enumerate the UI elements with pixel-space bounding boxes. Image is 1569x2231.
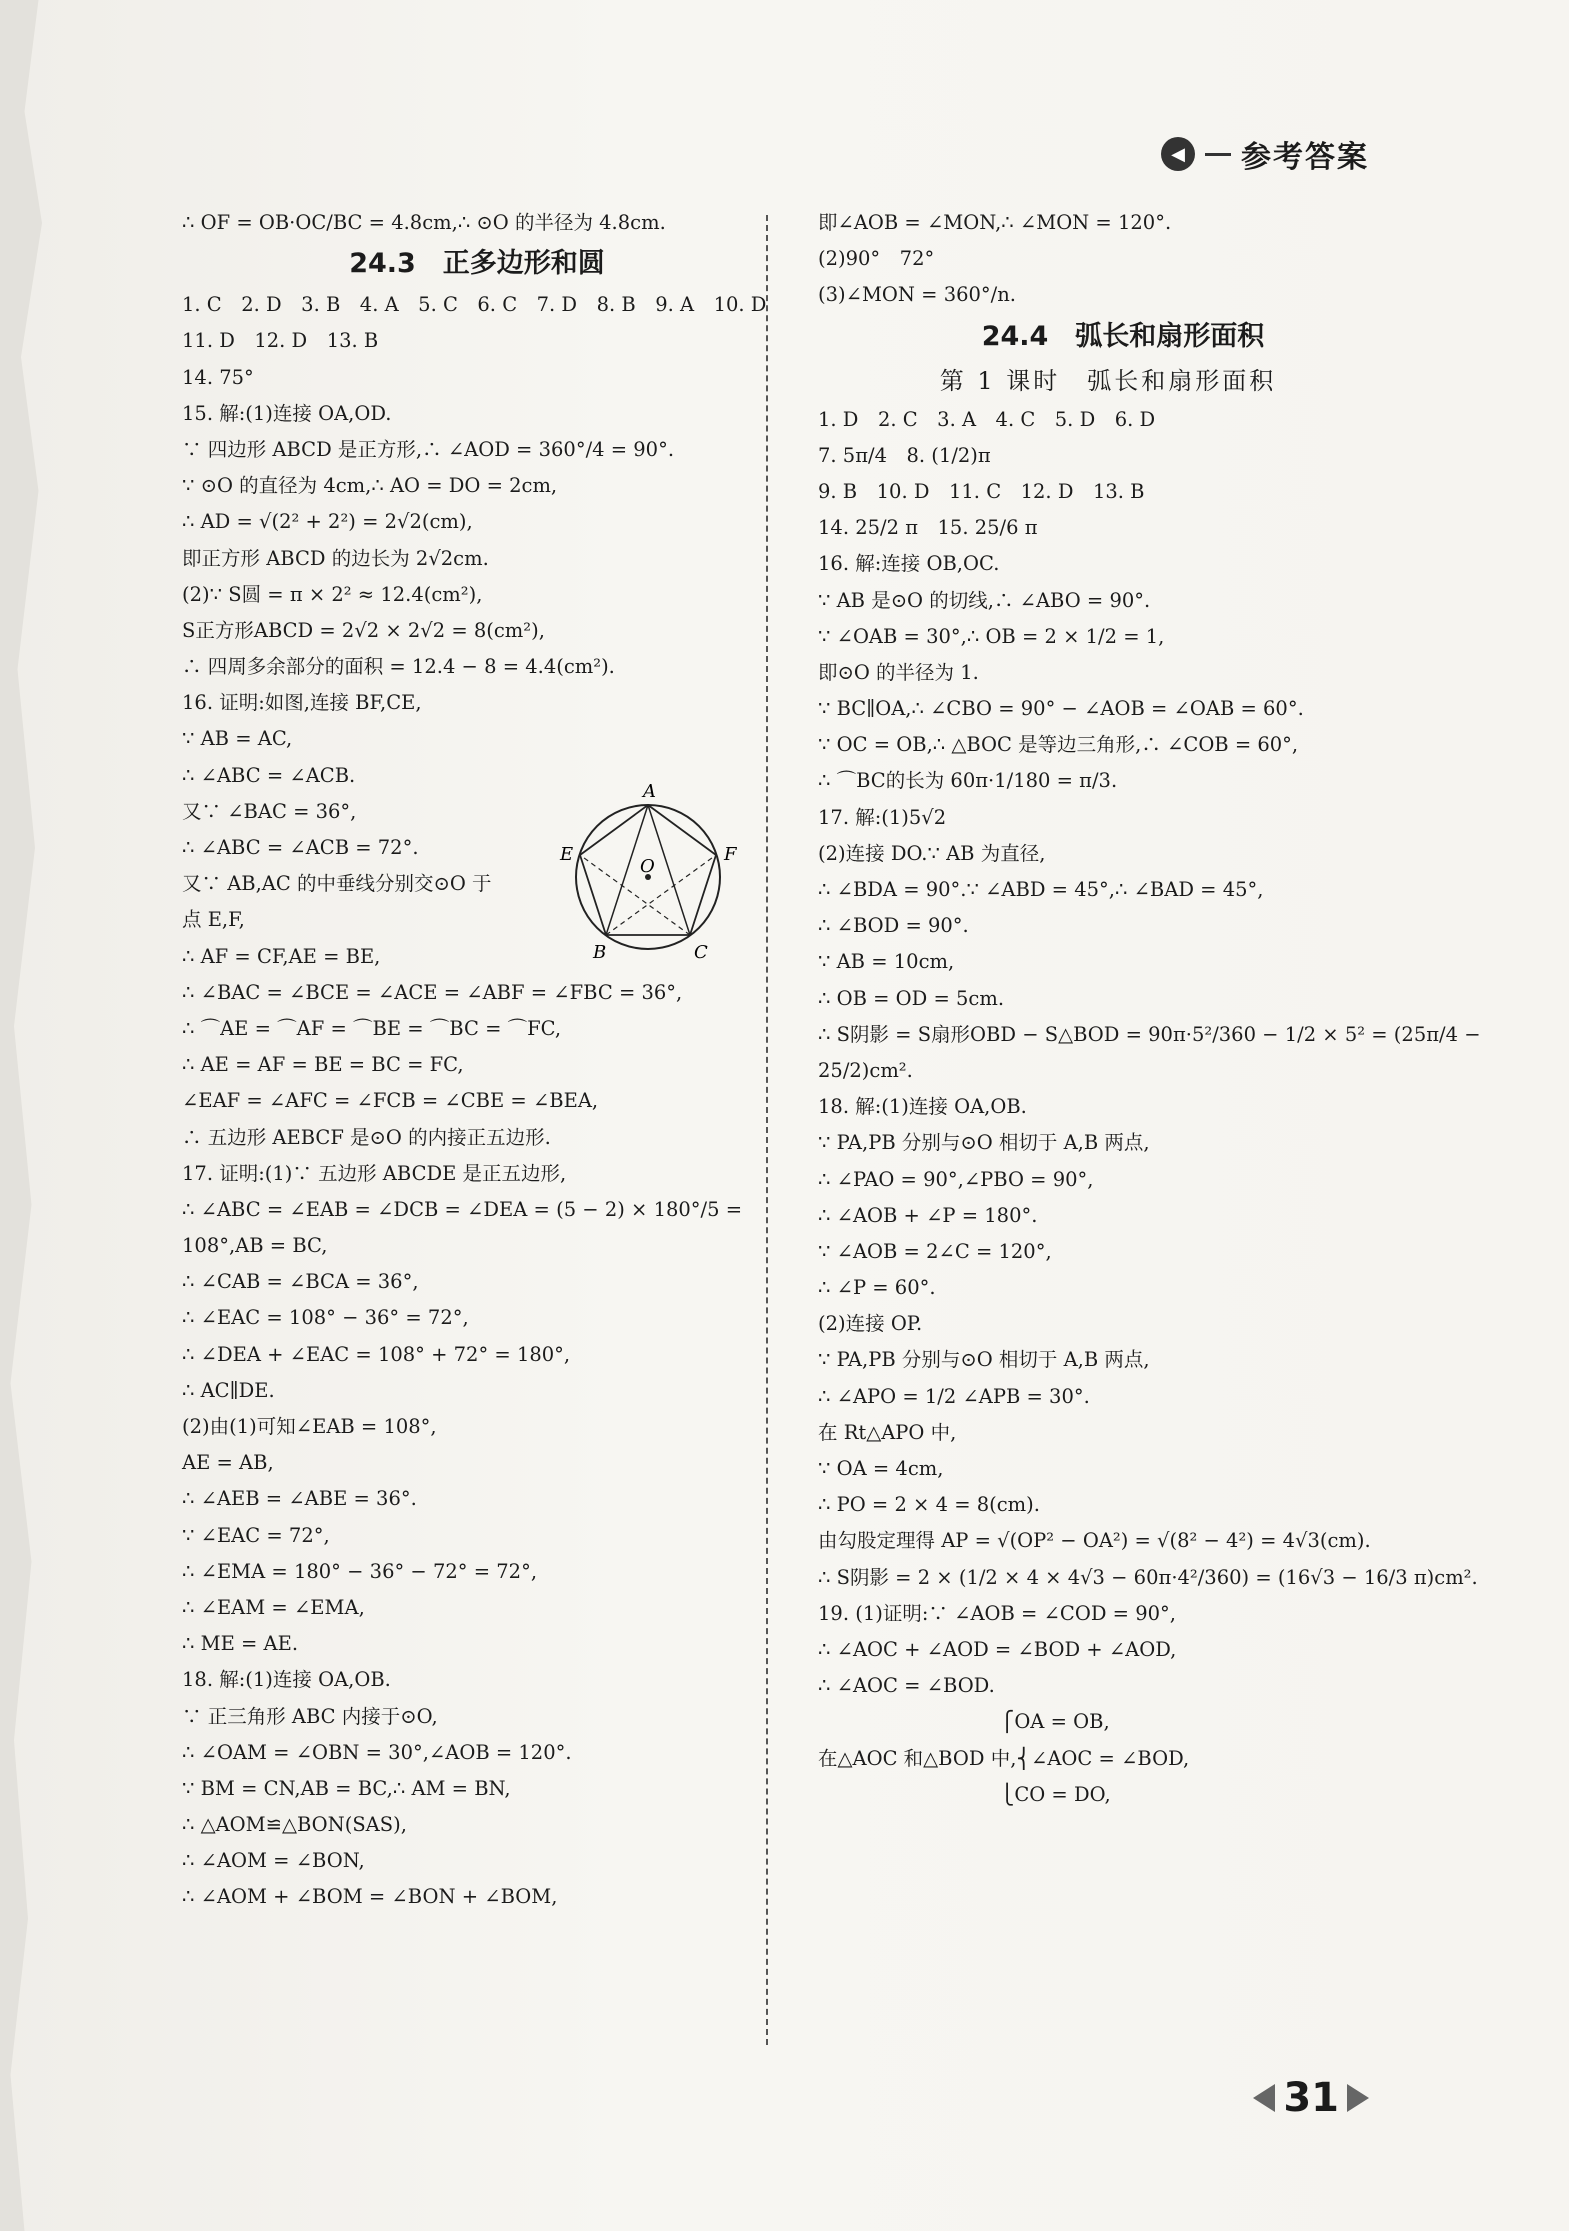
answer-line: ∴ ∠AOB + ∠P = 180°. xyxy=(818,1203,1038,1227)
answer-line: ∵ ∠OAB = 30°,∴ OB = 2 × 1/2 = 1, xyxy=(818,624,1165,648)
answer-line: (3)∠MON = 360°/n. xyxy=(818,283,1017,307)
answer-line: ∴ ∠ABC = ∠EAB = ∠DCB = ∠DEA = (5 − 2) × 180°/5 = xyxy=(182,1197,743,1221)
page-footer xyxy=(1253,2075,1369,2121)
left-column xyxy=(182,205,767,1916)
answer-line: AE = AB, xyxy=(182,1451,274,1475)
answer-line: (2)连接 DO.∵ AB 为直径, xyxy=(818,841,1046,865)
answer-line: ∴ ∠BAC = ∠BCE = ∠ACE = ∠ABF = ∠FBC = 36°, xyxy=(182,980,683,1004)
answer-line: (2)90° 72° xyxy=(818,247,935,271)
subsection-heading: 第 1 课时 弧长和扇形面积 xyxy=(939,366,1277,395)
column-divider xyxy=(766,215,768,2045)
answer-line: ∴ ⌒BC的长为 60π·1/180 = π/3. xyxy=(818,769,1118,793)
answer-line: ∵ 四边形 ABCD 是正方形,∴ ∠AOD = 360°/4 = 90°. xyxy=(182,437,675,461)
answer-line: ∴ ∠EAC = 108° − 36° = 72°, xyxy=(182,1306,469,1330)
answer-line: ∴ ∠APO = 1/2 ∠APB = 30°. xyxy=(818,1384,1090,1408)
answer-line: 1. C 2. D 3. B 4. A 5. C 6. C 7. D 8. B 9. A 10. D xyxy=(182,293,767,317)
answer-line: ∴ ∠AOM + ∠BOM = ∠BON + ∠BOM, xyxy=(182,1885,558,1909)
answer-line: (2)由(1)可知∠EAB = 108°, xyxy=(182,1415,437,1438)
answer-line: ∴ S阴影 = S扇形OBD − S△BOD = 90π·5²/360 − 1/2 × 5² = (25π/4 − xyxy=(818,1022,1481,1046)
answer-line: ∵ BM = CN,AB = BC,∴ AM = BN, xyxy=(182,1776,511,1800)
answer-line: 点 E,F, xyxy=(182,908,245,932)
answer-line: ∵ OC = OB,∴ △BOC 是等边三角形,∴ ∠COB = 60°, xyxy=(818,733,1299,757)
section-heading: 24.3 正多边形和圆 xyxy=(349,248,605,280)
answer-line: ∴ ∠AEB = ∠ABE = 36°. xyxy=(182,1487,417,1511)
page-number: 31 xyxy=(1283,2075,1339,2121)
answer-line: ∵ BC∥OA,∴ ∠CBO = 90° − ∠AOB = ∠OAB = 60°. xyxy=(818,697,1304,721)
answer-line: 即∠AOB = ∠MON,∴ ∠MON = 120°. xyxy=(818,211,1172,234)
right-column xyxy=(818,205,1481,1813)
answer-line: 16. 解:连接 OB,OC. xyxy=(818,552,1000,576)
answer-line: ∠EAF = ∠AFC = ∠FCB = ∠CBE = ∠BEA, xyxy=(182,1089,599,1113)
answer-line: 14. 25/2 π 15. 25/6 π xyxy=(818,516,1038,540)
answer-line: ∵ PA,PB 分别与⊙O 相切于 A,B 两点, xyxy=(818,1131,1150,1155)
answer-line: ∵ AB = 10cm, xyxy=(818,950,955,974)
answer-line: 25/2)cm². xyxy=(818,1058,913,1082)
answer-line: 又∵ ∠BAC = 36°, xyxy=(182,799,357,823)
answer-line: ∴ ∠DEA + ∠EAC = 108° + 72° = 180°, xyxy=(182,1342,571,1366)
answer-line: ∴ ⌒AE = ⌒AF = ⌒BE = ⌒BC = ⌒FC, xyxy=(182,1016,562,1040)
answer-line: 9. B 10. D 11. C 12. D 13. B xyxy=(818,479,1145,503)
answer-line: ∴ ∠AOC + ∠AOD = ∠BOD + ∠AOD, xyxy=(818,1637,1177,1661)
header xyxy=(1161,132,1369,176)
answer-line: ∴ ∠PAO = 90°,∠PBO = 90°, xyxy=(818,1167,1094,1191)
header-rule xyxy=(1205,153,1231,156)
answer-line: 即⊙O 的半径为 1. xyxy=(818,660,979,684)
answer-line: ∵ ∠AOB = 2∠C = 120°, xyxy=(818,1239,1052,1263)
answer-line: ∵ ∠EAC = 72°, xyxy=(182,1523,330,1547)
answer-line: ∵ AB 是⊙O 的切线,∴ ∠ABO = 90°. xyxy=(818,588,1151,612)
answer-line: ∴ ∠EMA = 180° − 36° − 72° = 72°, xyxy=(182,1559,538,1583)
answer-line: 在 Rt△APO 中, xyxy=(818,1420,957,1444)
header-title: 参考答案 xyxy=(1241,140,1369,175)
answer-line: ⎩CO = DO, xyxy=(818,1782,1111,1806)
section-heading: 24.4 弧长和扇形面积 xyxy=(981,320,1265,352)
answer-line: 在△AOC 和△BOD 中,⎨∠AOC = ∠BOD, xyxy=(818,1746,1190,1770)
answer-line: ∵ ⊙O 的直径为 4cm,∴ AO = DO = 2cm, xyxy=(182,474,558,498)
answer-line: 由勾股定理得 AP = √(OP² − OA²) = √(8² − 4²) = 4√3(cm). xyxy=(818,1529,1371,1553)
circle-arrow-icon: ◀ xyxy=(1161,137,1195,171)
fig-label-f: F xyxy=(724,844,737,865)
answer-line: 7. 5π/4 8. (1/2)π xyxy=(818,443,991,467)
answer-line: ∴ S阴影 = 2 × (1/2 × 4 × 4√3 − 60π·4²/360) = (16√3 − 16/3 π)cm². xyxy=(818,1565,1478,1589)
answer-line: ∴ 五边形 AEBCF 是⊙O 的内接正五边形. xyxy=(182,1125,551,1149)
answer-line: ⎧OA = OB, xyxy=(818,1710,1110,1734)
answer-line: ∴ 四周多余部分的面积 = 12.4 − 8 = 4.4(cm²). xyxy=(182,655,615,679)
answer-line: (2)∵ S圆 = π × 2² ≈ 12.4(cm²), xyxy=(182,582,483,606)
answer-line: ∴ ∠AOM = ∠BON, xyxy=(182,1849,365,1873)
pentagon-figure xyxy=(548,772,748,972)
answer-line: 14. 75° xyxy=(182,365,254,389)
fig-label-c: C xyxy=(694,942,708,963)
answer-line: 19. (1)证明:∵ ∠AOB = ∠COD = 90°, xyxy=(818,1601,1176,1625)
answer-line: ∴ OB = OD = 5cm. xyxy=(818,986,1005,1010)
fig-label-b: B xyxy=(593,942,607,963)
answer-line: ∴ AD = √(2² + 2²) = 2√2(cm), xyxy=(182,510,473,534)
answer-line: 15. 解:(1)连接 OA,OD. xyxy=(182,401,392,425)
torn-edge xyxy=(0,0,70,2231)
answer-line: ∴ ∠OAM = ∠OBN = 30°,∠AOB = 120°. xyxy=(182,1740,572,1764)
fig-label-e: E xyxy=(560,844,574,865)
answer-line: 18. 解:(1)连接 OA,OB. xyxy=(818,1095,1027,1119)
answer-line: 1. D 2. C 3. A 4. C 5. D 6. D xyxy=(818,407,1156,431)
answer-line: ∴ ∠EAM = ∠EMA, xyxy=(182,1595,365,1619)
answer-line: 16. 证明:如图,连接 BF,CE, xyxy=(182,691,422,715)
answer-line: ∴ PO = 2 × 4 = 8(cm). xyxy=(818,1493,1040,1517)
answer-line: ∵ AB = AC, xyxy=(182,727,293,751)
answer-line: ∴ ∠P = 60°. xyxy=(818,1276,936,1300)
answer-line: ∴ OF = OB·OC/BC = 4.8cm,∴ ⊙O 的半径为 4.8cm. xyxy=(182,211,666,234)
answer-line: ∴ AC∥DE. xyxy=(182,1378,275,1402)
answer-line: ∵ PA,PB 分别与⊙O 相切于 A,B 两点, xyxy=(818,1348,1150,1372)
answer-line: 11. D 12. D 13. B xyxy=(182,329,379,353)
answer-line: ∴ ME = AE. xyxy=(182,1632,299,1656)
arrow-left-icon xyxy=(1253,2084,1275,2112)
answer-line: ∵ OA = 4cm, xyxy=(818,1457,944,1480)
answer-line: ∴ ∠ABC = ∠ACB = 72°. xyxy=(182,836,419,859)
answer-line: ∵ 正三角形 ABC 内接于⊙O, xyxy=(182,1704,438,1728)
answer-line: 108°,AB = BC, xyxy=(182,1234,328,1258)
answer-line: 即正方形 ABCD 的边长为 2√2cm. xyxy=(182,546,489,570)
answer-line: 18. 解:(1)连接 OA,OB. xyxy=(182,1668,391,1692)
answer-line: ∴ ∠AOC = ∠BOD. xyxy=(818,1674,995,1698)
answer-line: ∴ AF = CF,AE = BE, xyxy=(182,944,381,968)
answer-line: (2)连接 OP. xyxy=(818,1312,923,1336)
answer-line: ∴ ∠ABC = ∠ACB. xyxy=(182,763,356,787)
answer-line: ∴ ∠BOD = 90°. xyxy=(818,914,969,938)
answer-line: 17. 证明:(1)∵ 五边形 ABCDE 是正五边形, xyxy=(182,1161,567,1185)
answer-line: 17. 解:(1)5√2 xyxy=(818,805,947,829)
answer-line: ∴ △AOM≌△BON(SAS), xyxy=(182,1813,407,1837)
answer-line: S正方形ABCD = 2√2 × 2√2 = 8(cm²), xyxy=(182,618,545,642)
fig-label-a: A xyxy=(643,781,656,802)
answer-line: ∴ ∠CAB = ∠BCA = 36°, xyxy=(182,1270,419,1294)
answer-line: ∴ ∠BDA = 90°.∵ ∠ABD = 45°,∴ ∠BAD = 45°, xyxy=(818,878,1264,901)
arrow-right-icon xyxy=(1347,2084,1369,2112)
answer-line: ∴ AE = AF = BE = BC = FC, xyxy=(182,1053,464,1077)
fig-label-o: O xyxy=(640,856,655,877)
answer-line: 又∵ AB,AC 的中垂线分别交⊙O 于 xyxy=(182,872,492,896)
